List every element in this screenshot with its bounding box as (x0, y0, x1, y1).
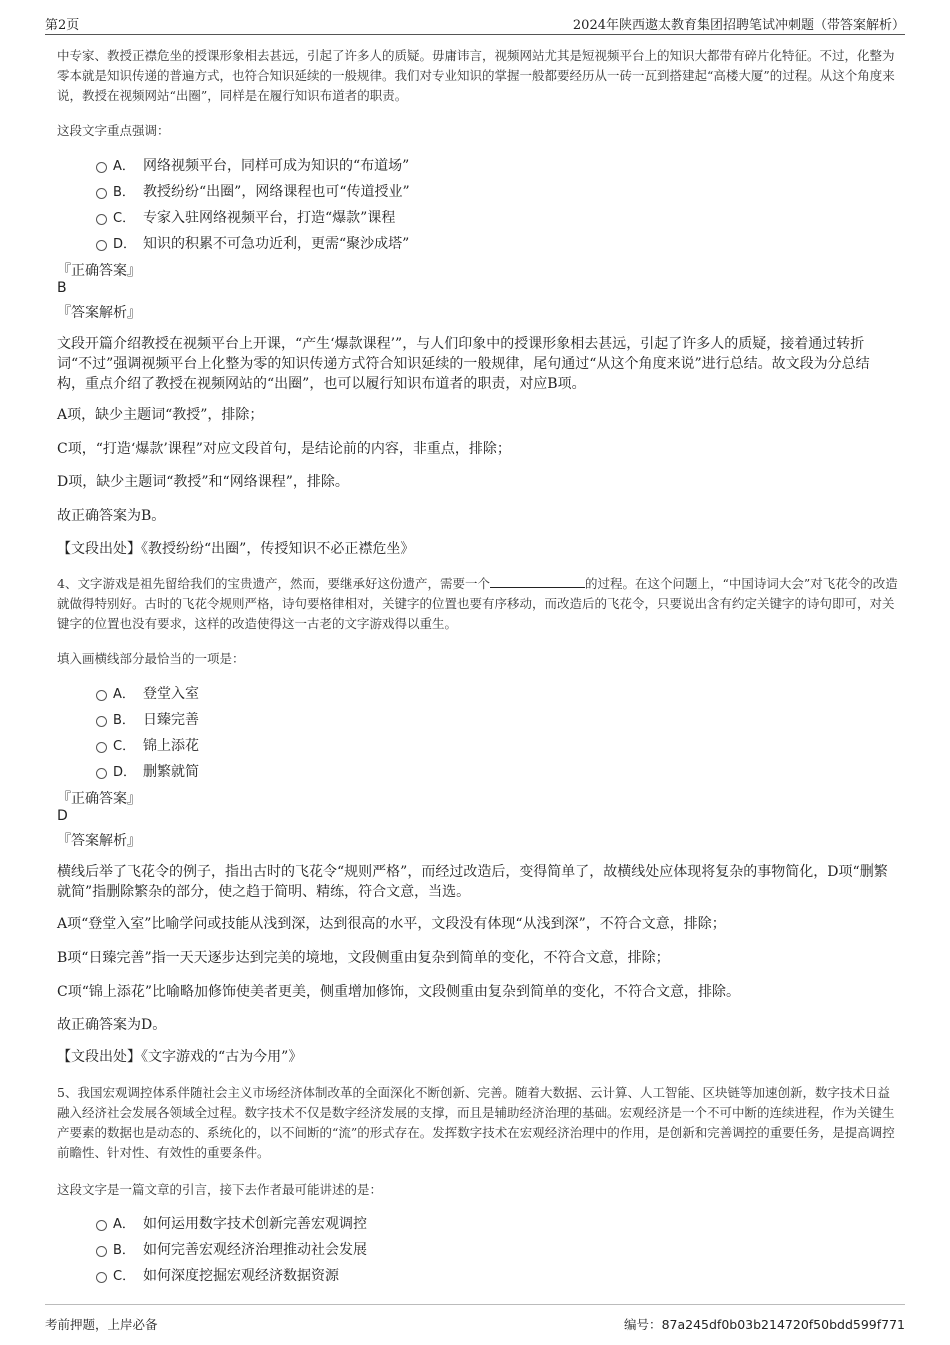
q3-conclusion: 故正确答案为B。 (57, 508, 166, 524)
q5-option-b[interactable]: B． 如何完善宏观经济治理推动社会发展 (96, 1239, 367, 1261)
q3-source: 【文段出处】《教授纷纷“出圈”，传授知识不必正襟危坐》 (57, 541, 415, 557)
q3-answer: B (57, 280, 67, 296)
page-footer (45, 1304, 905, 1335)
page-number: 第2页 (45, 18, 80, 33)
q3-analysis-a: A项，缺少主题词“教授”，排除； (57, 407, 264, 423)
q4-analysis-a: A项“登堂入室”比喻学问或技能从浅到深，达到很高的水平，文段没有体现“从浅到深”，不符合文意，排除； (57, 916, 726, 932)
q3-option-b[interactable]: B． 教授纷纷“出圈”，网络课程也可“传道授业” (96, 181, 410, 203)
q4-analysis-c: C项“锦上添花”比喻略加修饰使美者更美，侧重增加修饰，文段侧重由复杂到简单的变化，不符合文意，排除。 (57, 984, 741, 1000)
q4-analysis-main: 横线后举了飞花令的例子，指出古时的飞花令“规则严格”，而经过改造后，变得简单了，故横线处应体现将复杂的事物简化，D项“删繁就简”指删除繁杂的部分，使之趋于简明、精练，符合文意，当选。 (57, 864, 888, 900)
q5-option-c[interactable]: C． 如何深度挖掘宏观经济数据资源 (96, 1265, 339, 1287)
page-header (45, 12, 905, 35)
document-title: 2024年陕西遨太教育集团招聘笔试冲刺题（带答案解析） (572, 18, 905, 33)
q4-option-b[interactable]: B． 日臻完善 (96, 709, 199, 731)
q3-analysis-label: 『答案解析』 (57, 305, 141, 321)
q4-conclusion: 故正确答案为D。 (57, 1017, 167, 1033)
radio-icon[interactable] (96, 214, 107, 225)
q3-analysis-d: D项，缺少主题词“教授”和“网络课程”，排除。 (57, 474, 349, 490)
q5-option-a[interactable]: A． 如何运用数字技术创新完善宏观调控 (96, 1213, 367, 1235)
radio-icon[interactable] (96, 1272, 107, 1283)
q3-analysis-c: C项，“打造‘爆款’课程”对应文段首句，是结论前的内容，非重点，排除； (57, 441, 511, 457)
q3-passage: 中专家、教授正襟危坐的授课形象相去甚远，引起了许多人的质疑。毋庸讳言，视频网站尤其是短视频平台上的知识大都带有碎片化特征。不过，化整为零本就是知识传递的普遍方式，也符合知识延续的一般规律。我们对专业知识的掌握一般都要经历从一砖一瓦到搭建起“高楼大厦”的过程。从这个角度来说，教授在视频网站“出圈”，同样是在履行知识布道者的职责。 (57, 48, 895, 103)
q5-passage: 5、我国宏观调控体系伴随社会主义市场经济体制改革的全面深化不断创新、完善。随着大数据、云计算、人工智能、区块链等加速创新，数字技术日益融入经济社会发展各领域全过程。数字技术不仅是数字经济发展的支撑，而且是辅助经济治理的基础。宏观经济是一个不可中断的连续进程，作为关键生产要素的数据也是动态的、系统化的，以不间断的“流”的形式存在。发挥数字技术在宏观经济治理中的作用，是创新和完善调控的重要任务，是提高调控前瞻性、针对性、有效性的重要条件。 (57, 1085, 895, 1160)
q4-passage: 4、文字游戏是祖先留给我们的宝贵遗产，然而，要继承好这份遗产，需要一个 的过程。在这个问题上，“中国诗词大会”对飞花令的改造就做得特别好。古时的飞花令规则严格，诗句要格律相对，关键字的位置也要有序移动，而改造后的飞花令，只要说出含有约定关键字的诗句即可，对关键字的位置也没有要求，这样的改造使得这一古老的文字游戏得以重生。 (57, 576, 898, 631)
radio-icon[interactable] (96, 716, 107, 727)
radio-icon[interactable] (96, 742, 107, 753)
radio-icon[interactable] (96, 162, 107, 173)
q4-source: 【文段出处】《文字游戏的“古为今用”》 (57, 1049, 303, 1065)
q3-prompt: 这段文字重点强调： (57, 123, 170, 138)
q4-analysis-label: 『答案解析』 (57, 833, 141, 849)
footer-slogan: 考前押题，上岸必备 (45, 1317, 158, 1332)
radio-icon[interactable] (96, 188, 107, 199)
radio-icon[interactable] (96, 1220, 107, 1231)
q4-option-a[interactable]: A． 登堂入室 (96, 683, 199, 705)
q4-analysis-b: B项“日臻完善”指一天天逐步达到完美的境地，文段侧重由复杂到简单的变化，不符合文意，排除； (57, 950, 670, 966)
fill-blank (490, 575, 585, 588)
document-code: 编号：87a245df0b03b214720f50bdd599f771 (624, 1317, 905, 1332)
q3-analysis-main: 文段开篇介绍教授在视频平台上开课，“产生‘爆款课程’”，与人们印象中的授课形象相去甚远，引起了许多人的质疑，接着通过转折词“不过”强调视频平台上化整为零的知识传递方式符合知识延续的一般规律，尾句通过“从这个角度来说”进行总结。故文段为分总结构，重点介绍了教授在视频网站的“出圈”，也可以履行知识布道者的职责，对应B项。 (57, 336, 870, 392)
q4-option-c[interactable]: C． 锦上添花 (96, 735, 199, 757)
radio-icon[interactable] (96, 1246, 107, 1257)
q4-option-d[interactable]: D． 删繁就简 (96, 761, 199, 783)
q4-answer: D (57, 808, 68, 824)
q3-option-c[interactable]: C． 专家入驻网络视频平台，打造“爆款”课程 (96, 207, 395, 229)
q3-answer-label: 『正确答案』 (57, 263, 141, 279)
radio-icon[interactable] (96, 240, 107, 251)
q4-prompt: 填入画横线部分最恰当的一项是： (57, 651, 245, 666)
q4-answer-label: 『正确答案』 (57, 791, 141, 807)
q5-prompt: 这段文字是一篇文章的引言，接下去作者最可能讲述的是： (57, 1182, 383, 1197)
q3-option-d[interactable]: D． 知识的积累不可急功近利，更需“聚沙成塔” (96, 233, 409, 255)
q3-option-a[interactable]: A． 网络视频平台，同样可成为知识的“布道场” (96, 155, 409, 177)
radio-icon[interactable] (96, 768, 107, 779)
radio-icon[interactable] (96, 690, 107, 701)
